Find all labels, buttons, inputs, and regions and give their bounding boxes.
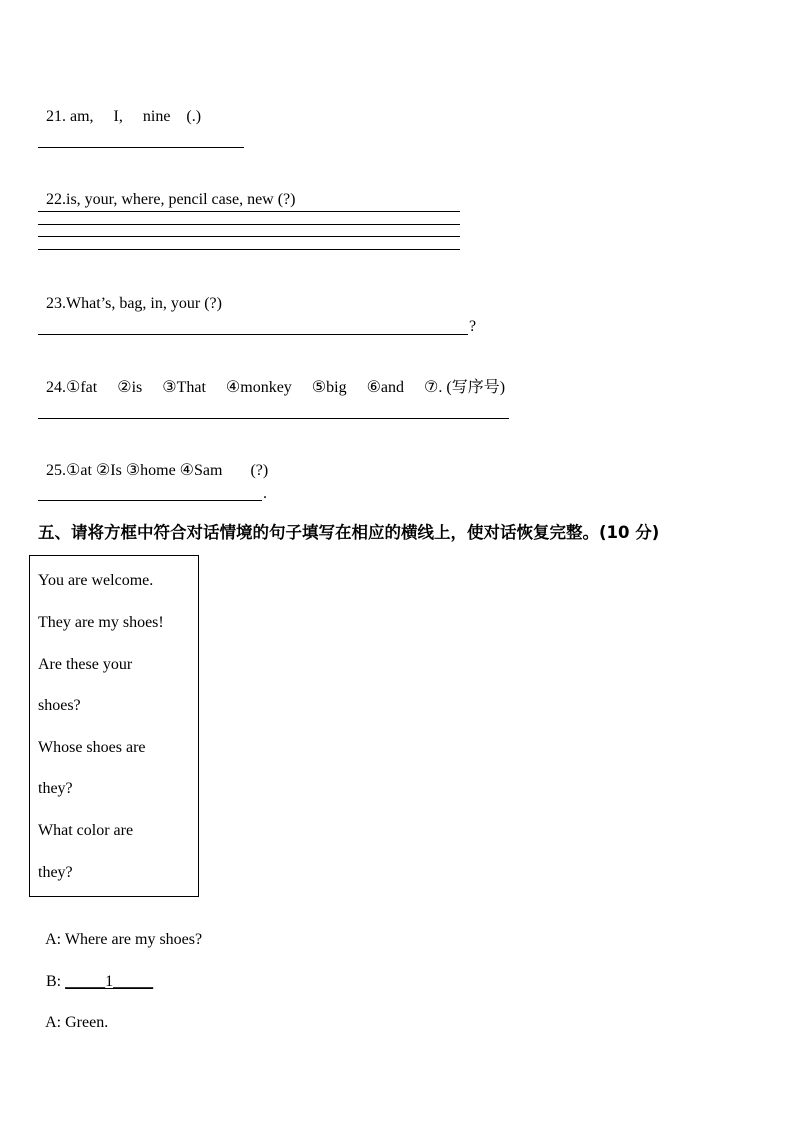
question-text: ①fat ②is ③That ④monkey ⑤big ⑥and ⑦. (写序号) [66, 379, 506, 396]
answer-line-22-c[interactable] [38, 236, 460, 237]
box-sentence: Are these your [38, 656, 133, 673]
line-end-mark-25: . [263, 485, 267, 502]
speaker-label: A: [45, 1014, 62, 1031]
question-22 [38, 170, 295, 210]
question-number: 24. [46, 379, 66, 396]
dialog-line-1 [38, 910, 202, 950]
answer-blank-1[interactable]: _____1_____ [65, 973, 154, 990]
box-sentence: They are my shoes! [38, 614, 164, 631]
line-end-mark-23: ? [469, 318, 477, 335]
question-24 [38, 358, 505, 398]
question-number: 23. [46, 295, 66, 312]
box-sentence: What color are [38, 822, 134, 839]
speaker-label: B: [46, 973, 62, 990]
question-text: is, your, where, pencil case, new (?) [66, 191, 296, 208]
question-text: am, I, nine (.) [66, 108, 202, 125]
dialog-line-3 [38, 993, 108, 1033]
answer-line-22-d[interactable] [38, 249, 460, 250]
question-text: ①at ②Is ③home ④Sam (?) [66, 462, 269, 479]
dialog-line-2 [38, 952, 153, 992]
box-sentence: they? [38, 864, 73, 881]
answer-line-23[interactable] [38, 334, 468, 335]
answer-line-22-b[interactable] [38, 224, 460, 225]
question-number: 22. [46, 191, 66, 208]
question-23 [38, 274, 222, 314]
dialog-text: Where are my shoes? [64, 931, 203, 948]
question-21 [38, 87, 201, 127]
box-sentence: Whose shoes are [38, 739, 146, 756]
question-number: 25. [46, 462, 66, 479]
section-title: 五、请将方框中符合对话情境的句子填写在相应的横线上，使对话恢复完整。(10 分) [38, 523, 660, 542]
answer-line-21[interactable] [38, 147, 244, 148]
question-25 [38, 441, 268, 481]
answer-line-22-a[interactable] [38, 211, 460, 212]
box-sentence: shoes? [38, 697, 81, 714]
speaker-label: A: [45, 931, 62, 948]
question-text: What’s, bag, in, your (?) [66, 295, 222, 312]
answer-line-25[interactable] [38, 500, 262, 501]
dialog-text: Green. [65, 1014, 109, 1031]
answer-line-24[interactable] [38, 418, 509, 419]
sentence-box [29, 555, 199, 897]
box-sentence: You are welcome. [38, 572, 154, 589]
box-sentence: they? [38, 780, 73, 797]
question-number: 21. [46, 108, 66, 125]
